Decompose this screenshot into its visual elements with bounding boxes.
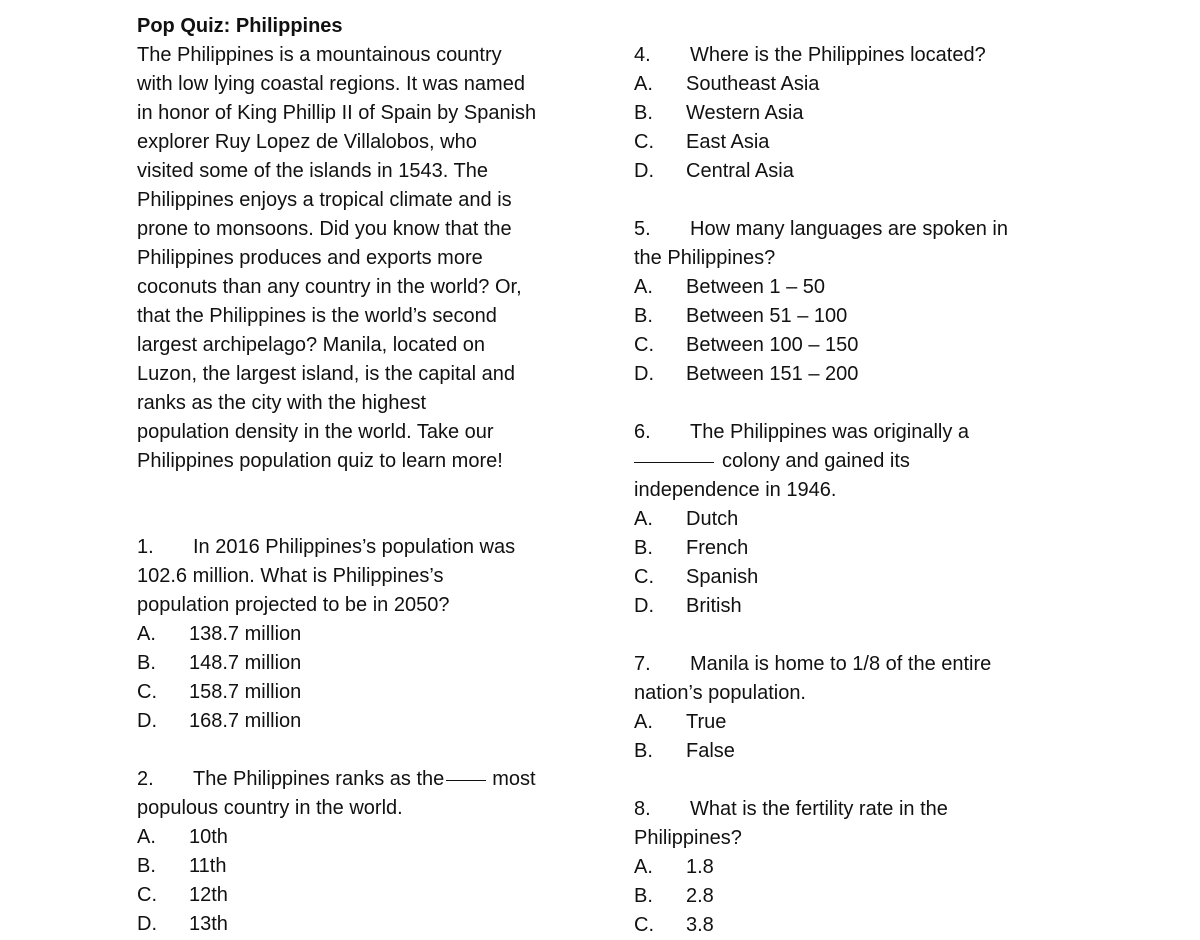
answer-option: C. Spanish: [634, 566, 759, 588]
question-7: [634, 650, 1054, 708]
intro-line: The Philippines is a mountainous country: [137, 44, 502, 66]
intro-line: Philippines population quiz to learn more!: [137, 450, 503, 472]
answer-option: B. French: [634, 537, 749, 559]
answer-option: B. False: [634, 740, 735, 762]
question-number: 8.: [634, 798, 651, 820]
answer-option: D. 168.7 million: [137, 710, 302, 732]
question-text: nation’s population.: [634, 682, 806, 704]
question-text: The Philippines was originally a: [690, 421, 970, 443]
intro-paragraph: [137, 41, 577, 476]
question-text: Philippines?: [634, 827, 742, 849]
question-number: 4.: [634, 44, 651, 66]
question-number: 1.: [137, 536, 154, 558]
answer-option: C. 3.8: [634, 914, 714, 936]
question-text: populous country in the world.: [137, 797, 403, 819]
question-text: most: [492, 768, 536, 790]
answer-option: B. Western Asia: [634, 102, 804, 124]
question-number: 6.: [634, 421, 651, 443]
question-text: What is the fertility rate in the: [690, 798, 948, 820]
question-5: [634, 215, 1054, 273]
question-2: [137, 765, 577, 823]
question-text: the Philippines?: [634, 247, 776, 269]
answer-option: A. 10th: [137, 826, 228, 848]
intro-line: prone to monsoons. Did you know that the: [137, 218, 512, 240]
intro-line: explorer Ruy Lopez de Villalobos, who: [137, 131, 477, 153]
answer-option: C. 12th: [137, 884, 228, 906]
answer-option: A. Dutch: [634, 508, 739, 530]
intro-line: population density in the world. Take our: [137, 421, 494, 443]
answer-option: D. British: [634, 595, 742, 617]
right-column: [634, 41, 1054, 940]
answer-option: B. 2.8: [634, 885, 714, 907]
question-text: Where is the Philippines located?: [690, 44, 986, 66]
intro-line: Philippines produces and exports more: [137, 247, 483, 269]
intro-line: Philippines enjoys a tropical climate and is: [137, 189, 512, 211]
answer-option: C. 158.7 million: [137, 681, 302, 703]
question-text: How many languages are spoken in: [690, 218, 1008, 240]
fill-in-blank: [446, 779, 486, 781]
answer-option: B. 11th: [137, 855, 227, 877]
answer-option: B. 148.7 million: [137, 652, 302, 674]
answer-option: C. Between 100 – 150: [634, 334, 859, 356]
answer-option: A. 1.8: [634, 856, 714, 878]
answer-option: A. Between 1 – 50: [634, 276, 825, 298]
question-number: 7.: [634, 653, 651, 675]
intro-line: Luzon, the largest island, is the capital and: [137, 363, 516, 385]
answer-option: B. Between 51 – 100: [634, 305, 848, 327]
fill-in-blank: [634, 461, 714, 463]
left-column: [137, 12, 577, 939]
question-4: [634, 41, 1054, 70]
answer-option: C. East Asia: [634, 131, 770, 153]
intro-line: coconuts than any country in the world? Or,: [137, 276, 522, 298]
question-text: population projected to be in 2050?: [137, 594, 450, 616]
answer-option: D. Central Asia: [634, 160, 794, 182]
question-text: In 2016 Philippines’s population was: [193, 536, 516, 558]
question-text: Manila is home to 1/8 of the entire: [690, 653, 992, 675]
question-number: 2.: [137, 768, 154, 790]
answer-option: D. Between 151 – 200: [634, 363, 859, 385]
intro-line: visited some of the islands in 1543. The: [137, 160, 488, 182]
answer-option: D. 13th: [137, 913, 228, 935]
question-1: [137, 533, 577, 620]
question-text: colony and gained its: [722, 450, 910, 472]
intro-line: that the Philippines is the world’s second: [137, 305, 497, 327]
question-text: independence in 1946.: [634, 479, 837, 501]
question-text: 102.6 million. What is Philippines’s: [137, 565, 444, 587]
answer-option: A. 138.7 million: [137, 623, 302, 645]
question-8: [634, 795, 1054, 853]
intro-line: largest archipelago? Manila, located on: [137, 334, 485, 356]
intro-line: in honor of King Phillip II of Spain by Spanish: [137, 102, 537, 124]
answer-option: A. Southeast Asia: [634, 73, 820, 95]
intro-line: ranks as the city with the highest: [137, 392, 427, 414]
question-text: The Philippines ranks as the: [193, 768, 445, 790]
question-6: [634, 418, 1054, 505]
answer-option: A. True: [634, 711, 727, 733]
question-number: 5.: [634, 218, 651, 240]
intro-line: with low lying coastal regions. It was named: [137, 73, 525, 95]
quiz-title: Pop Quiz: Philippines: [137, 15, 343, 37]
